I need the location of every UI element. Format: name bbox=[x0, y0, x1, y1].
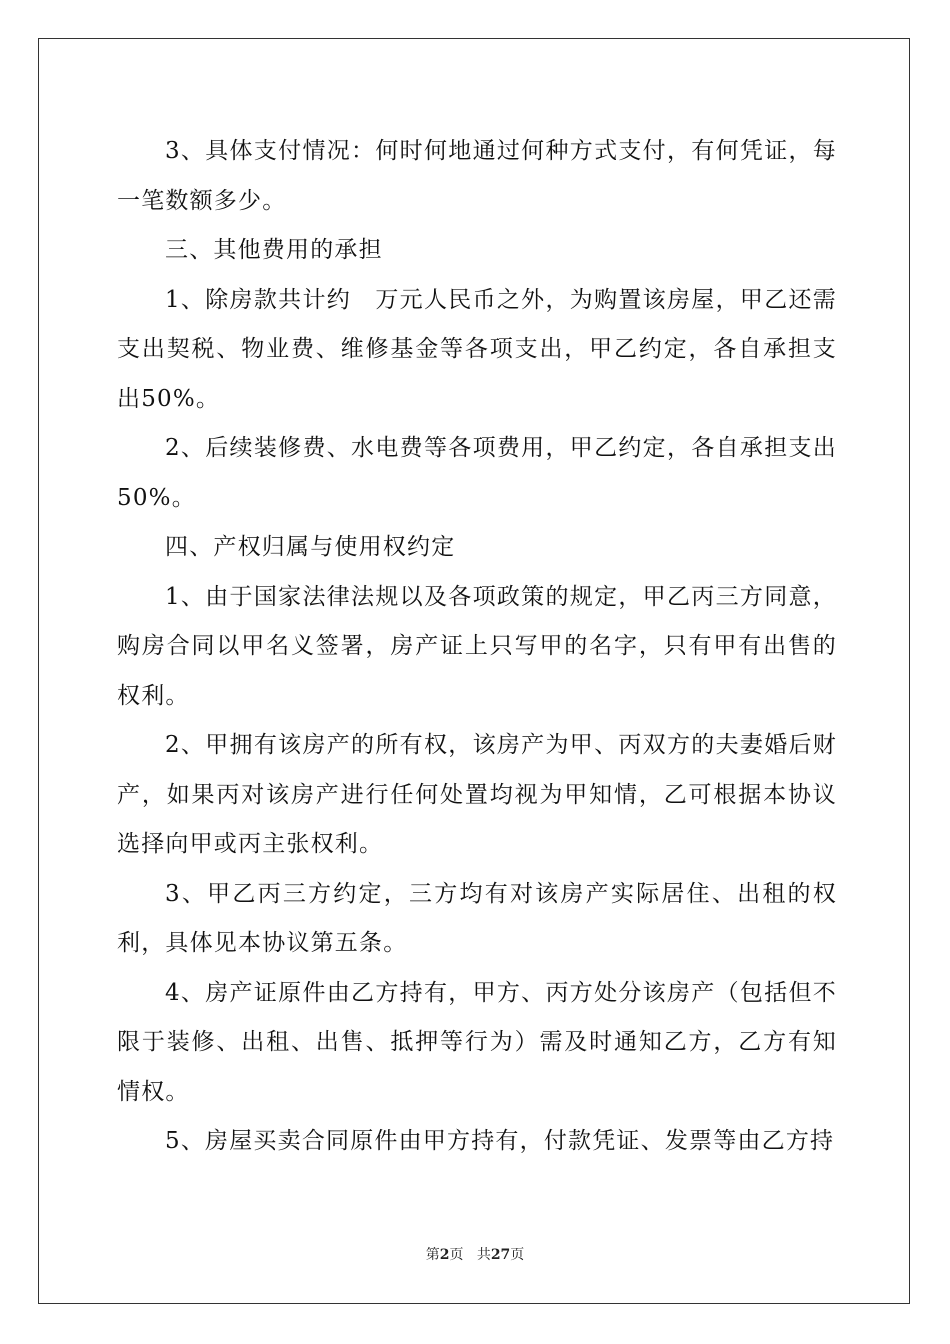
document-body bbox=[117, 127, 837, 1167]
section-heading-ownership: 四、产权归属与使用权约定 bbox=[165, 534, 456, 560]
paragraph-payment-details: 3、具体支付情况：何时何地通过何种方式支付，有何凭证，每一笔数额多少。 bbox=[117, 138, 837, 214]
section-heading-other-fees: 三、其他费用的承担 bbox=[165, 237, 383, 263]
total-prefix: 共 bbox=[476, 1247, 491, 1263]
paragraph-ownership-item-3: 3、甲乙丙三方约定，三方均有对该房产实际居住、出租的权利，具体见本协议第五条。 bbox=[117, 880, 837, 956]
paragraph-ownership-item-1: 1、由于国家法律法规以及各项政策的规定，甲乙丙三方同意，购房合同以甲名义签署，房产证上只写甲的名字，只有甲有出售的权利。 bbox=[117, 583, 837, 709]
page-prefix: 第 bbox=[425, 1247, 440, 1263]
page-suffix: 页 bbox=[449, 1247, 464, 1263]
total-suffix: 页 bbox=[510, 1247, 525, 1263]
total-pages: 27 bbox=[490, 1247, 511, 1263]
paragraph-fee-item-1: 1、除房款共计约 万元人民币之外，为购置该房屋，甲乙还需支出契税、物业费、维修基金等各项支出，甲乙约定，各自承担支出50%。 bbox=[117, 286, 837, 412]
paragraph-fee-item-2: 2、后续装修费、水电费等各项费用，甲乙约定，各自承担支出50%。 bbox=[117, 435, 837, 511]
paragraph-ownership-item-4: 4、房产证原件由乙方持有，甲方、丙方处分该房产（包括但不限于装修、出租、出售、抵押等行为）需及时通知乙方，乙方有知情权。 bbox=[117, 979, 837, 1105]
paragraph-ownership-item-2: 2、甲拥有该房产的所有权，该房产为甲、丙双方的夫妻婚后财产，如果丙对该房产进行任何处置均视为甲知情，乙可根据本协议选择向甲或丙主张权利。 bbox=[117, 732, 837, 857]
page-footer bbox=[0, 1244, 950, 1264]
page-number: 2 bbox=[439, 1247, 450, 1263]
paragraph-ownership-item-5: 5、房屋买卖合同原件由甲方持有，付款凭证、发票等由乙方持 bbox=[165, 1128, 835, 1154]
